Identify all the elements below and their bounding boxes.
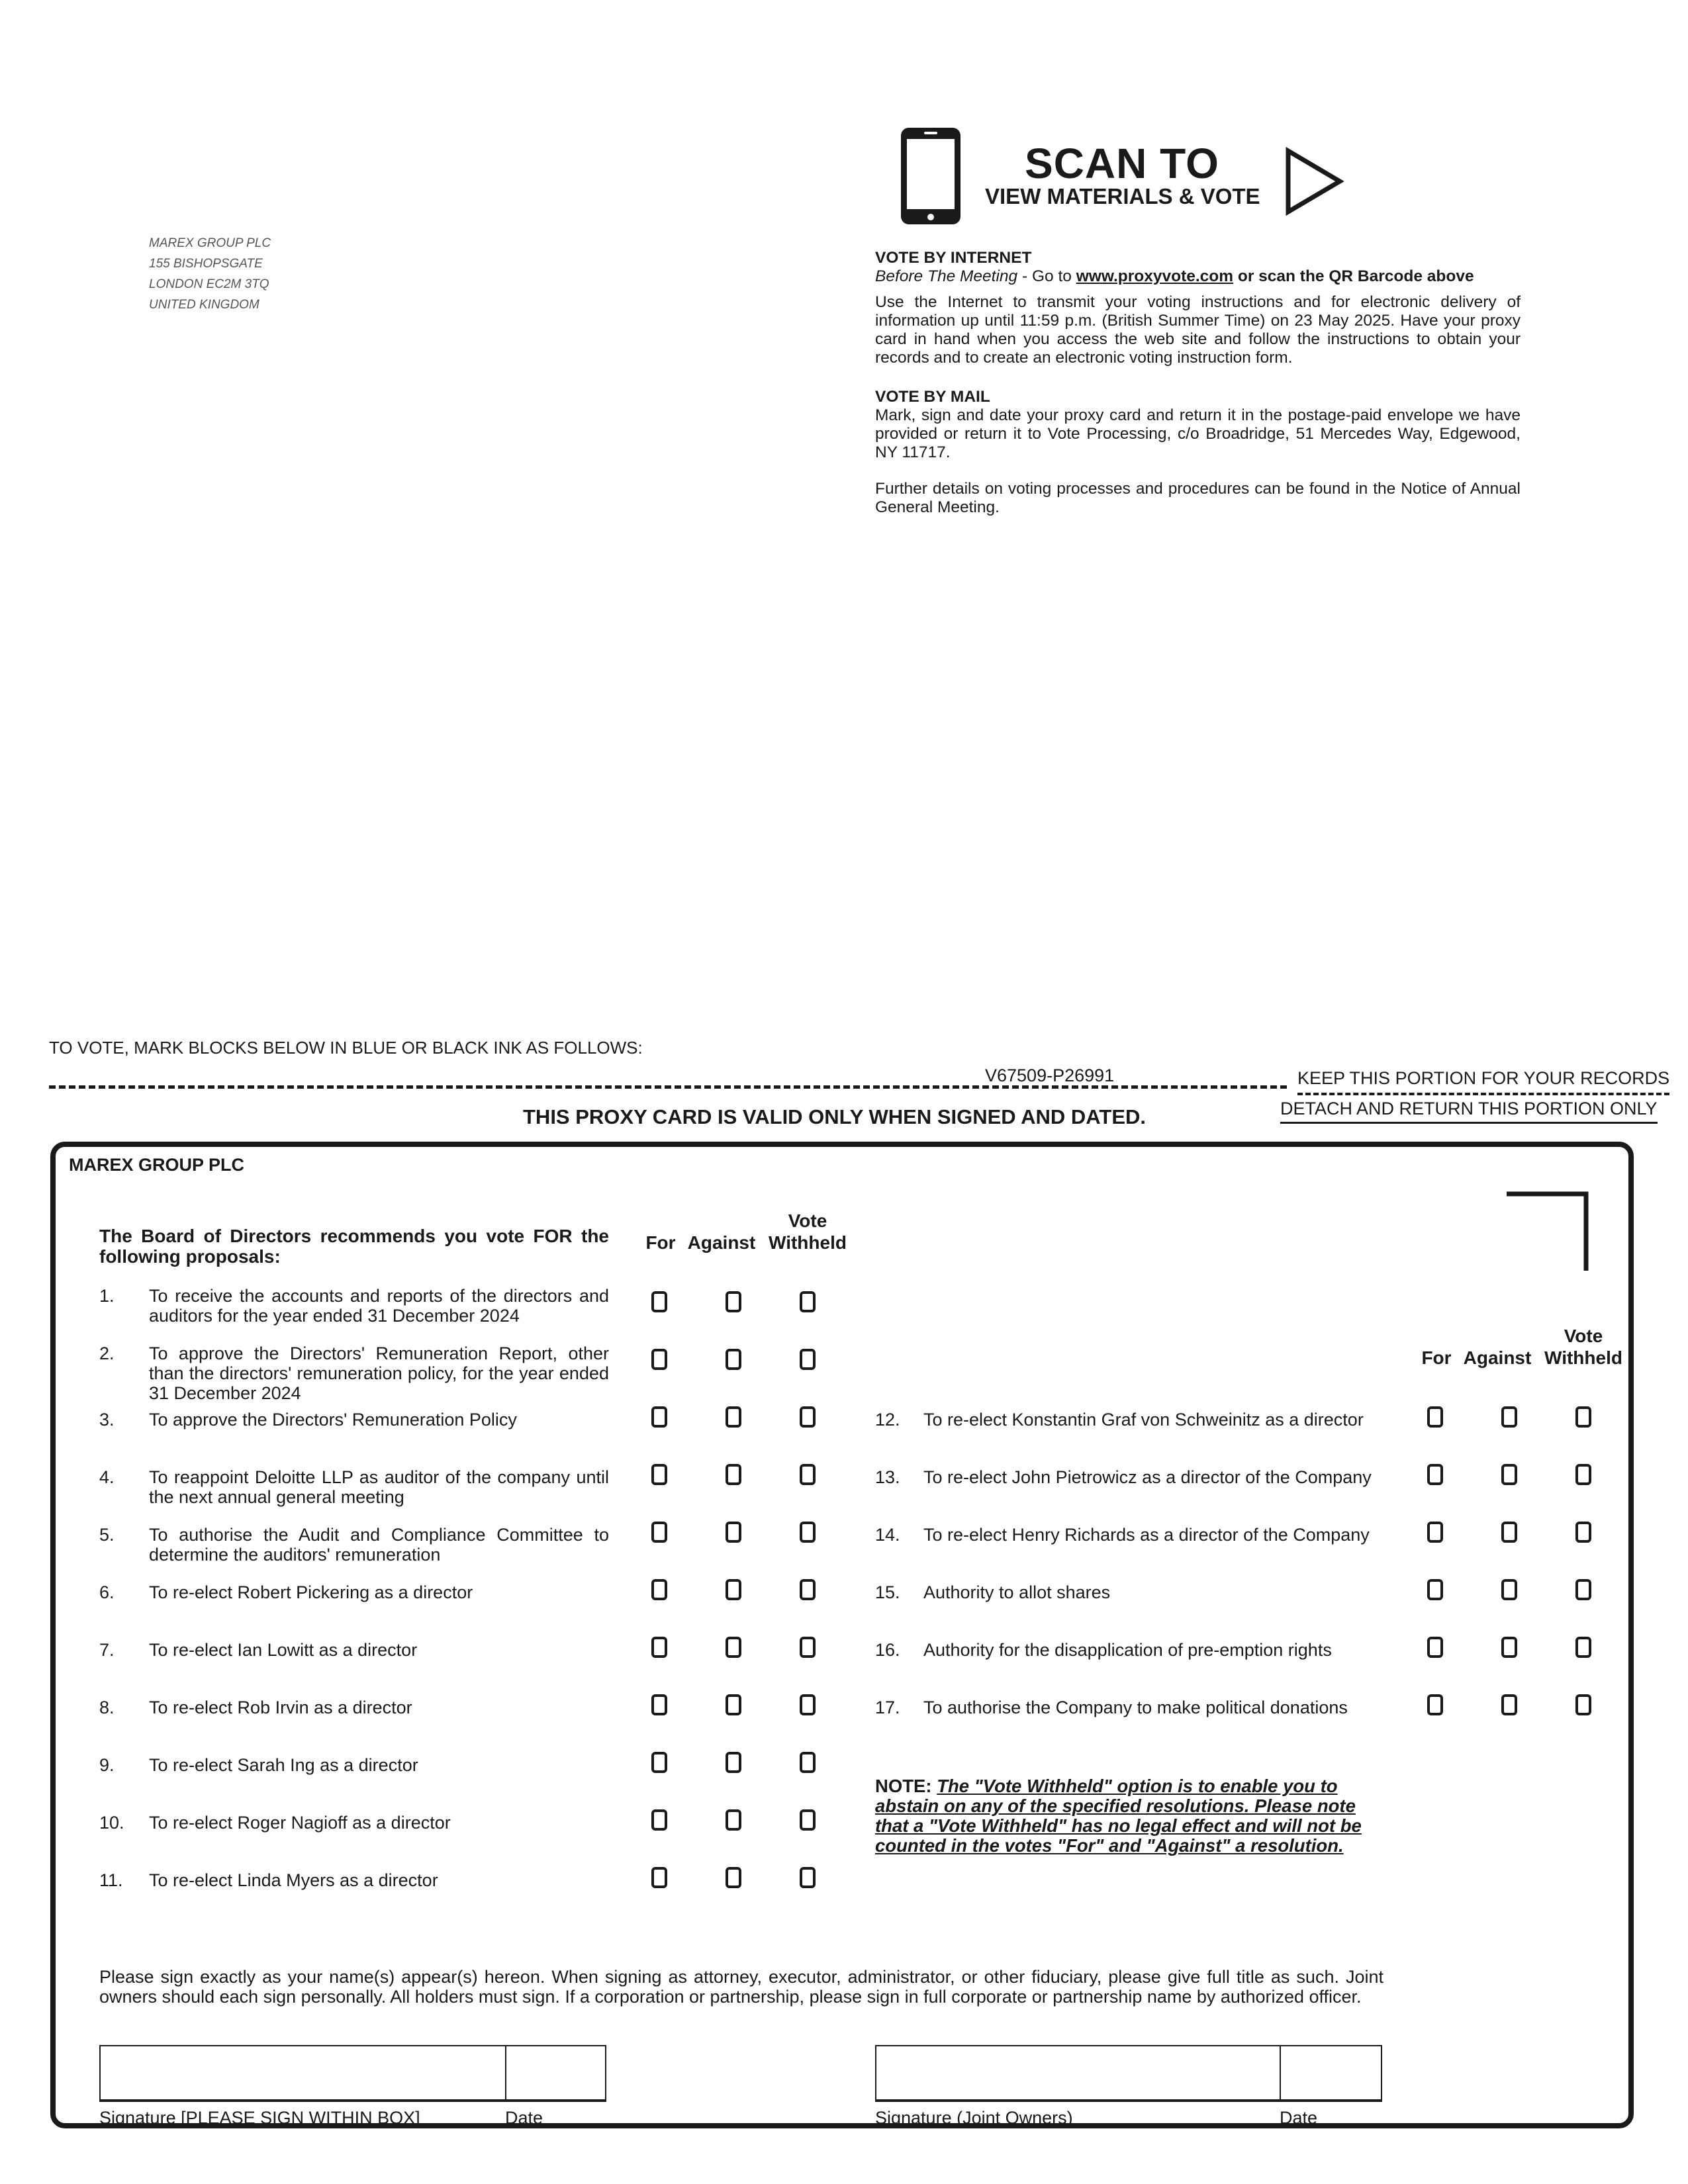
- vote-withheld-checkbox[interactable]: [800, 1752, 816, 1773]
- proposal-number: 10.: [99, 1813, 124, 1833]
- further-details: [875, 480, 1521, 517]
- note-label: NOTE:: [875, 1776, 937, 1796]
- proposal-number: 14.: [875, 1525, 900, 1545]
- note-text: The "Vote Withheld" option is to enable you to abstain on any of the specified resolutions. Please note that a "Vote Withheld" has no legal effect and will not be counted in the votes "For" and "Against" a resolution.: [875, 1776, 1362, 1856]
- proposal-number: 4.: [99, 1467, 115, 1487]
- vote-withheld-checkbox[interactable]: [800, 1809, 816, 1831]
- vote-withheld-note: [875, 1776, 1382, 1856]
- vote-withheld-checkbox[interactable]: [800, 1694, 816, 1715]
- proposal-text: To approve the Directors' Remuneration Policy: [149, 1410, 517, 1430]
- proposal-number: 12.: [875, 1410, 900, 1430]
- corner-mark: [1505, 1191, 1590, 1272]
- proposal-number: 7.: [99, 1640, 115, 1660]
- vote-for-checkbox[interactable]: [651, 1579, 667, 1600]
- vote-by-internet-section: [875, 249, 1521, 367]
- vote-for-checkbox[interactable]: [1427, 1637, 1443, 1658]
- proposal-text: To re-elect Sarah Ing as a director: [149, 1755, 418, 1775]
- vote-against-checkbox[interactable]: [726, 1579, 741, 1600]
- keep-portion-label: KEEP THIS PORTION FOR YOUR RECORDS: [1297, 1068, 1669, 1095]
- proposal-number: 15.: [875, 1582, 900, 1602]
- proxyvote-link[interactable]: www.proxyvote.com: [1076, 267, 1234, 285]
- proposal-number: 8.: [99, 1698, 115, 1717]
- vote-against-checkbox[interactable]: [1501, 1406, 1517, 1428]
- vote-against-checkbox[interactable]: [726, 1349, 741, 1370]
- scan-subtitle: VIEW MATERIALS & VOTE: [985, 184, 1260, 208]
- column-header-vote: Vote: [788, 1210, 827, 1231]
- proposal-text: To re-elect Roger Nagioff as a director: [149, 1813, 451, 1833]
- proposal-text: To approve the Directors' Remuneration Report, other than the directors' remuneration policy, for the year ended 31 December 2024: [149, 1343, 609, 1403]
- date-divider: [1280, 2045, 1281, 2102]
- play-arrow-icon: [1284, 147, 1344, 216]
- vote-withheld-checkbox[interactable]: [800, 1637, 816, 1658]
- company-name: MAREX GROUP PLC: [69, 1155, 245, 1175]
- vote-against-checkbox[interactable]: [1501, 1522, 1517, 1543]
- vote-for-checkbox[interactable]: [651, 1406, 667, 1428]
- vote-for-checkbox[interactable]: [1427, 1522, 1443, 1543]
- proposal-text: To receive the accounts and reports of the directors and auditors for the year ended 31 December 2024: [149, 1286, 609, 1326]
- vote-withheld-checkbox[interactable]: [800, 1406, 816, 1428]
- vote-by-internet-heading: VOTE BY INTERNET: [875, 249, 1032, 267]
- vote-withheld-checkbox[interactable]: [800, 1464, 816, 1485]
- proposal-number: 1.: [99, 1286, 115, 1306]
- mark-instructions: TO VOTE, MARK BLOCKS BELOW IN BLUE OR BLACK INK AS FOLLOWS:: [49, 1038, 643, 1058]
- vote-withheld-checkbox[interactable]: [800, 1349, 816, 1370]
- scan-title: SCAN TO: [1025, 140, 1219, 187]
- column-header-against: Against: [1463, 1347, 1532, 1368]
- proposal-number: 9.: [99, 1755, 115, 1775]
- vote-for-checkbox[interactable]: [651, 1637, 667, 1658]
- valid-notice: THIS PROXY CARD IS VALID ONLY WHEN SIGNED AND DATED.: [523, 1105, 1147, 1128]
- vote-withheld-checkbox[interactable]: [1575, 1406, 1591, 1428]
- vote-withheld-checkbox[interactable]: [1575, 1579, 1591, 1600]
- proposal-number: 11.: [99, 1870, 123, 1890]
- column-header-vote: Vote: [1564, 1326, 1603, 1346]
- board-recommendation: The Board of Directors recommends you vote FOR the following proposals:: [99, 1226, 609, 1267]
- vote-for-checkbox[interactable]: [1427, 1579, 1443, 1600]
- vote-against-checkbox[interactable]: [1501, 1464, 1517, 1485]
- proposal-text: To re-elect Robert Pickering as a director: [149, 1582, 473, 1602]
- vote-for-checkbox[interactable]: [651, 1867, 667, 1888]
- vote-against-checkbox[interactable]: [1501, 1579, 1517, 1600]
- qr-text: or scan the QR Barcode above: [1233, 267, 1474, 285]
- proposal-text: To re-elect John Pietrowicz as a director of the Company: [923, 1467, 1372, 1487]
- proposal-text: To reappoint Deloitte LLP as auditor of the company until the next annual general meeting: [149, 1467, 609, 1507]
- proposal-number: 2.: [99, 1343, 115, 1363]
- column-header-for: For: [1421, 1347, 1452, 1368]
- joint-signature-box[interactable]: [875, 2045, 1382, 2102]
- vote-against-checkbox[interactable]: [1501, 1637, 1517, 1658]
- vote-against-checkbox[interactable]: [726, 1694, 741, 1715]
- vote-against-checkbox[interactable]: [726, 1291, 741, 1312]
- signature-box[interactable]: [99, 2045, 606, 2102]
- detach-line: [49, 1085, 1287, 1089]
- address-line: MAREX GROUP PLC: [149, 236, 271, 250]
- vote-withheld-checkbox[interactable]: [800, 1291, 816, 1312]
- vote-against-checkbox[interactable]: [1501, 1694, 1517, 1715]
- detach-portion-label: DETACH AND RETURN THIS PORTION ONLY: [1280, 1099, 1658, 1124]
- before-meeting-label: Before The Meeting: [875, 267, 1018, 285]
- vote-for-checkbox[interactable]: [651, 1694, 667, 1715]
- proposal-text: To re-elect Henry Richards as a director of the Company: [923, 1525, 1370, 1545]
- vote-against-checkbox[interactable]: [726, 1637, 741, 1658]
- vote-withheld-checkbox[interactable]: [800, 1579, 816, 1600]
- proposal-text: To authorise the Company to make political donations: [923, 1698, 1348, 1717]
- date-divider: [505, 2045, 506, 2102]
- goto-text: - Go to: [1017, 267, 1076, 285]
- vote-by-mail-heading: VOTE BY MAIL: [875, 388, 990, 406]
- proposal-text: To re-elect Rob Irvin as a director: [149, 1698, 412, 1717]
- joint-signature-label: Signature (Joint Owners): [875, 2108, 1073, 2128]
- vote-for-checkbox[interactable]: [651, 1752, 667, 1773]
- column-header-for: For: [645, 1232, 676, 1253]
- address-line: UNITED KINGDOM: [149, 298, 259, 312]
- vote-for-checkbox[interactable]: [651, 1809, 667, 1831]
- proposal-text: To re-elect Konstantin Graf von Schweinitz as a director: [923, 1410, 1364, 1430]
- vote-against-checkbox[interactable]: [726, 1867, 741, 1888]
- vote-withheld-checkbox[interactable]: [1575, 1522, 1591, 1543]
- proposal-text: To authorise the Audit and Compliance Committee to determine the auditors' remuneration: [149, 1525, 609, 1565]
- proposal-text: Authority for the disapplication of pre-emption rights: [923, 1640, 1332, 1660]
- address-line: LONDON EC2M 3TQ: [149, 277, 269, 291]
- date-label: Date: [1280, 2108, 1318, 2128]
- proposal-text: Authority to allot shares: [923, 1582, 1111, 1602]
- proposal-number: 6.: [99, 1582, 115, 1602]
- proposal-text: To re-elect Linda Myers as a director: [149, 1870, 438, 1890]
- vote-against-checkbox[interactable]: [726, 1809, 741, 1831]
- return-address: [149, 233, 271, 315]
- mail-body: Mark, sign and date your proxy card and return it in the postage-paid envelope we have provided or return it to Vote Processing, c/o Broadridge, 51 Mercedes Way, Edgewood, NY 11717.: [875, 406, 1521, 461]
- control-number: V67509-P26991: [985, 1066, 1115, 1085]
- mobile-phone-icon: [899, 126, 962, 226]
- column-header-withheld: Withheld: [769, 1232, 847, 1253]
- vote-for-checkbox[interactable]: [1427, 1406, 1443, 1428]
- column-header-against: Against: [687, 1232, 756, 1253]
- proposal-number: 17.: [875, 1698, 900, 1717]
- vote-withheld-checkbox[interactable]: [1575, 1464, 1591, 1485]
- signature-instructions: Please sign exactly as your name(s) appear(s) hereon. When signing as attorney, executor, administrator, or other fiduciary, please give full title as such. Joint owners should each sign personally. All holders must sign. If a corporation or partnership, please sign in full corporate or partnership name by authorized officer.: [99, 1967, 1383, 2007]
- proposal-number: 13.: [875, 1467, 900, 1487]
- address-line: 155 BISHOPSGATE: [149, 257, 263, 271]
- vote-withheld-checkbox[interactable]: [800, 1522, 816, 1543]
- vote-for-checkbox[interactable]: [651, 1349, 667, 1370]
- signature-label: Signature [PLEASE SIGN WITHIN BOX]: [99, 2108, 420, 2128]
- proposal-text: To re-elect Ian Lowitt as a director: [149, 1640, 418, 1660]
- vote-withheld-checkbox[interactable]: [800, 1867, 816, 1888]
- vote-withheld-checkbox[interactable]: [1575, 1637, 1591, 1658]
- vote-for-checkbox[interactable]: [651, 1464, 667, 1485]
- vote-against-checkbox[interactable]: [726, 1752, 741, 1773]
- vote-for-checkbox[interactable]: [1427, 1464, 1443, 1485]
- proposal-number: 16.: [875, 1640, 900, 1660]
- vote-against-checkbox[interactable]: [726, 1522, 741, 1543]
- vote-for-checkbox[interactable]: [1427, 1694, 1443, 1715]
- column-header-withheld: Withheld: [1544, 1347, 1622, 1368]
- further-details-text: Further details on voting processes and procedures can be found in the Notice of Annual General Meeting.: [875, 480, 1521, 516]
- vote-against-checkbox[interactable]: [726, 1406, 741, 1428]
- vote-for-checkbox[interactable]: [651, 1522, 667, 1543]
- vote-against-checkbox[interactable]: [726, 1464, 741, 1485]
- vote-by-mail-section: [875, 388, 1521, 462]
- internet-body: Use the Internet to transmit your voting instructions and for electronic delivery of information up until 11:59 p.m. (British Summer Time) on 23 May 2025. Have your proxy card in hand when you access the web site and follow the instructions to obtain your records and to create an electronic voting instruction form.: [875, 293, 1521, 367]
- vote-withheld-checkbox[interactable]: [1575, 1694, 1591, 1715]
- proposal-number: 5.: [99, 1525, 115, 1545]
- proposal-number: 3.: [99, 1410, 115, 1430]
- date-label: Date: [505, 2108, 543, 2128]
- vote-for-checkbox[interactable]: [651, 1291, 667, 1312]
